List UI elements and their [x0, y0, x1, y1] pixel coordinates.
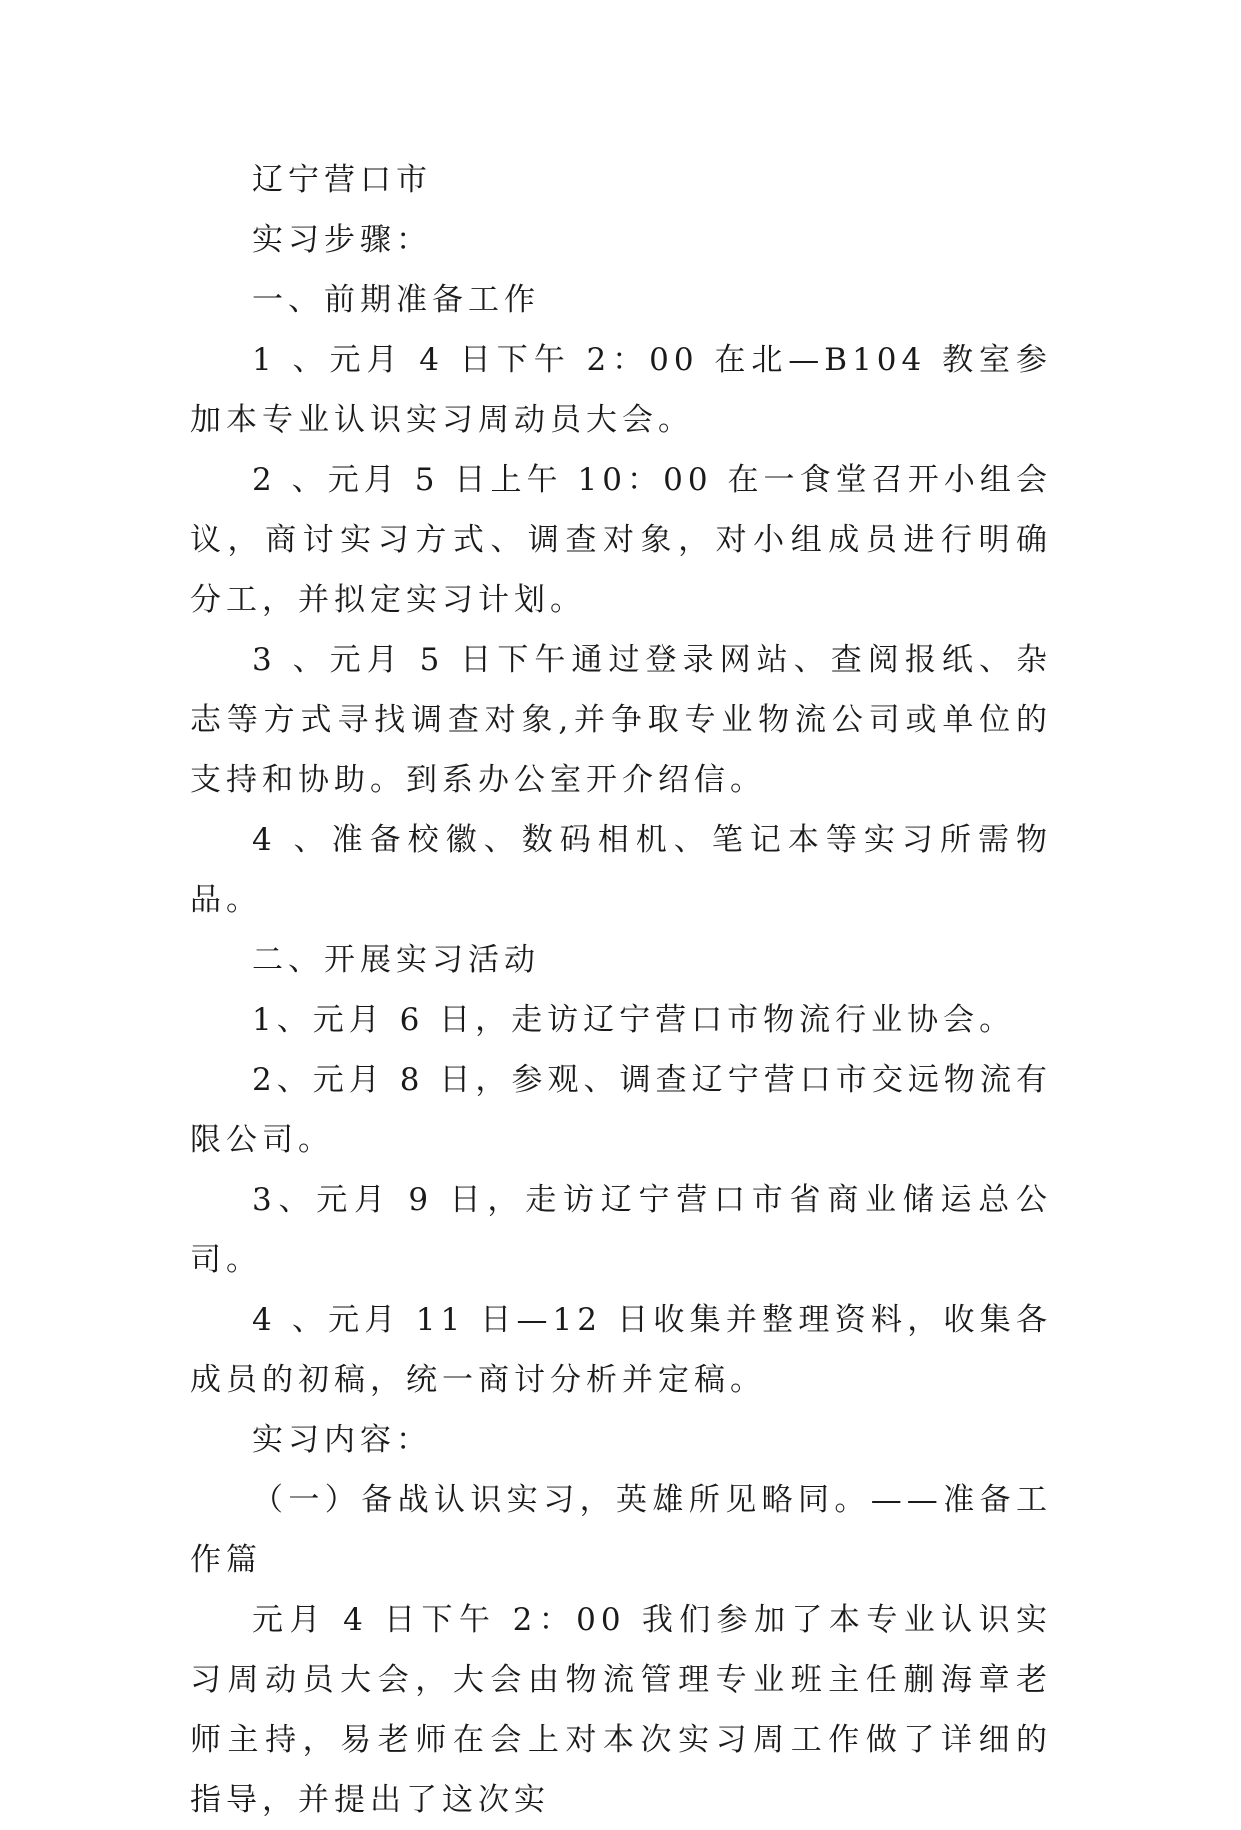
paragraph-activity-item-4: 4 、元月 11 日—12 日收集并整理资料，收集各成员的初稿，统一商讨分析并定稿。 — [190, 1302, 1052, 1398]
paragraph-section-activities: 二、开展实习活动 — [252, 942, 540, 978]
paragraph-content-heading: 实习内容： — [252, 1422, 432, 1458]
document-body — [190, 150, 1052, 1830]
paragraph-body-text: 元月 4 日下午 2：00 我们参加了本专业认识实习周动员大会，大会由物流管理专业班主任蒯海章老师主持，易老师在会上对本次实习周工作做了详细的指导，并提出了这次实 — [190, 1602, 1052, 1818]
paragraph-activity-item-1: 1、元月 6 日，走访辽宁营口市物流行业协会。 — [252, 1002, 1016, 1038]
paragraph-section-preparation: 一、前期准备工作 — [252, 282, 540, 318]
paragraph-subsection-1: （一）备战认识实习，英雄所见略同。——准备工作篇 — [190, 1482, 1052, 1578]
paragraph-prep-item-4: 4 、准备校徽、数码相机、笔记本等实习所需物品。 — [190, 822, 1052, 918]
paragraph-activity-item-3: 3、元月 9 日，走访辽宁营口市省商业储运总公司。 — [190, 1182, 1052, 1278]
paragraph-activity-item-2: 2、元月 8 日，参观、调查辽宁营口市交远物流有限公司。 — [190, 1062, 1052, 1158]
paragraph-prep-item-1: 1 、元月 4 日下午 2：00 在北—B104 教室参加本专业认识实习周动员大会。 — [190, 342, 1052, 438]
paragraph-location: 辽宁营口市 — [252, 162, 432, 198]
paragraph-prep-item-2: 2 、元月 5 日上午 10：00 在一食堂召开小组会议，商讨实习方式、调查对象，对小组成员进行明确分工，并拟定实习计划。 — [190, 462, 1052, 618]
paragraph-prep-item-3: 3 、元月 5 日下午通过登录网站、查阅报纸、杂志等方式寻找调查对象,并争取专业物流公司或单位的支持和协助。到系办公室开介绍信。 — [190, 642, 1052, 798]
paragraph-steps-heading: 实习步骤： — [252, 222, 432, 258]
